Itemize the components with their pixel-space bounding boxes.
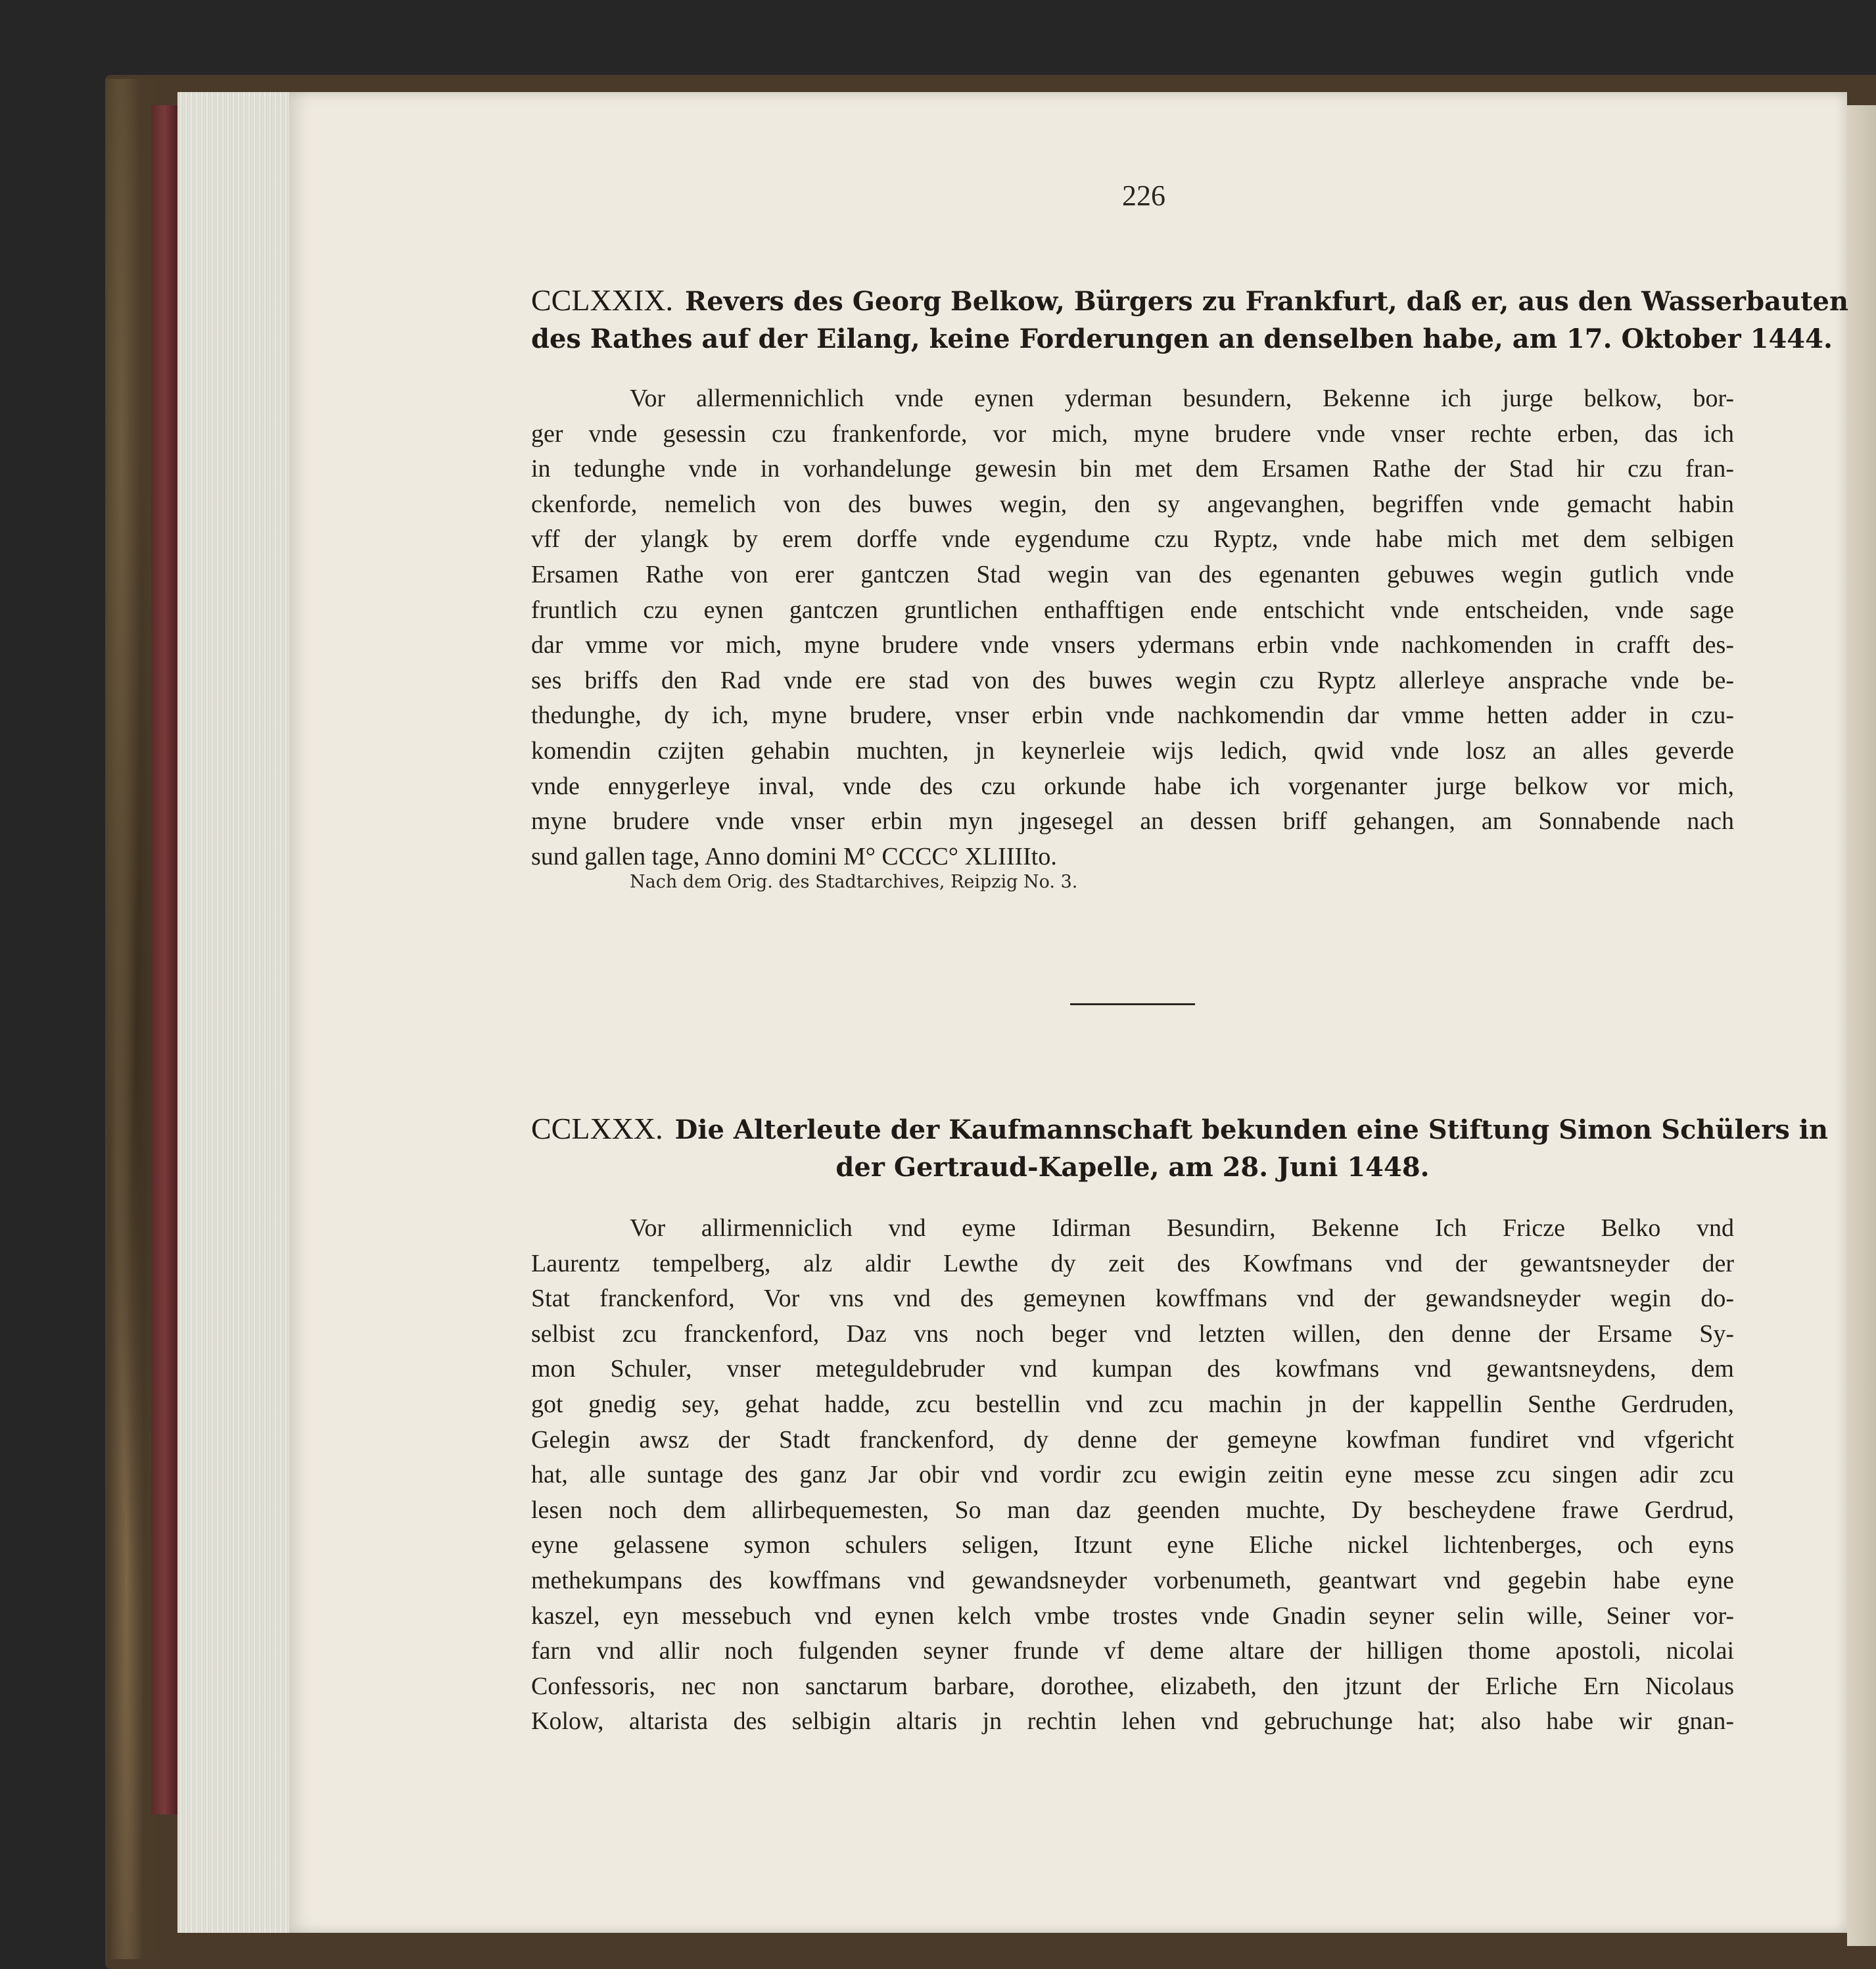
source-note: Nach dem Orig. des Stadtarchives, Reipzig No. 3. — [630, 872, 1078, 892]
body-2-line: methekumpans des kowffmans vnd gewandsneyder vorbenumeth, geantwart vnd gegebin habe eyne — [531, 1566, 1734, 1594]
heading-2-numeral: CCLXXX. — [531, 1112, 663, 1145]
page-number: 226 — [1122, 179, 1165, 212]
body-2-line: eyne gelassene symon schulers seligen, Itzunt eyne Eliche nickel lichtenberges, och eyns — [531, 1531, 1734, 1559]
body-1-line: dar vmme vor mich, myne brudere vnde vnsers ydermans erbin vnde nachkomenden in crafft des- — [531, 631, 1734, 659]
body-1-line: in tedunghe vnde in vorhandelunge gewesin bin met dem Ersamen Rathe der Stad hir czu fran- — [531, 455, 1734, 483]
body-2-line: Confessoris, nec non sanctarum barbare, dorothee, elizabeth, den jtzunt der Erliche Ern Nicolaus — [531, 1672, 1734, 1700]
heading-2-line-2: der Gertraud-Kapelle, am 28. Juni 1448. — [835, 1152, 1430, 1183]
spine-label — [151, 105, 177, 1815]
body-2-line: lesen noch dem allirbequemesten, So man daz geenden muchte, Dy bescheydene frawe Gerdrud, — [531, 1496, 1734, 1524]
heading-2-line-1 — [531, 1110, 1829, 1149]
body-2-line: Laurentz tempelberg, alz aldir Lewthe dy zeit des Kowfmans vnd der gewantsneyder der — [531, 1249, 1734, 1277]
heading-1-line-1 — [531, 281, 1849, 320]
document-heading-2 — [531, 1110, 1829, 1186]
body-1-line: Vor allermennichlich vnde eynen yderman besundern, Bekenne ich jurge belkow, bor- — [630, 385, 1734, 412]
body-1-line: ses briffs den Rad vnde ere stad von des buwes wegin czu Ryptz allerleye ansprache vnde be- — [531, 666, 1734, 694]
body-1-line: thedunghe, dy ich, myne brudere, vnser erbin vnde nachkomendin dar vmme hetten adder in czu- — [531, 701, 1734, 730]
body-2-line: mon Schuler, vnser meteguldebruder vnd kumpan des kowfmans vnd gewantsneydens, dem — [531, 1355, 1734, 1383]
document-heading-1 — [531, 281, 1849, 358]
body-2-line: got gnedig sey, gehat hadde, zcu bestellin vnd zcu machin jn der kappellin Senthe Gerdruden, — [531, 1390, 1734, 1418]
body-1-line: ckenforde, nemelich von des buwes wegin, den sy angevanghen, begriffen vnde gemacht habin — [531, 490, 1734, 518]
body-1-line: vnde ennygerleye inval, vnde des czu orkunde habe ich vorgenanter jurge belkow vor mich, — [531, 772, 1734, 800]
page-edges — [177, 92, 289, 1933]
heading-2-title: Die Alterleute der Kaufmannschaft bekunden eine Stiftung Simon Schülers in — [674, 1114, 1829, 1145]
body-2-line: farn vnd allir noch fulgenden seyner frunde vf deme altare der hilligen thome apostoli, nicolai — [531, 1637, 1734, 1665]
heading-1-line-2: des Rathes auf der Eilang, keine Forderungen an denselben habe, am 17. Oktober 1444. — [531, 323, 1833, 354]
heading-1-numeral: CCLXXIX. — [531, 283, 673, 317]
body-2-line: kaszel, eyn messebuch vnd eynen kelch vmbe trostes vnde Gnadin seyner selin wille, Seiner vor- — [531, 1601, 1734, 1630]
body-2-line: Stat franckenford, Vor vns vnd des gemeynen kowffmans vnd der gewandsneyder wegin do- — [531, 1285, 1734, 1313]
body-2-line: Gelegin awsz der Stadt franckenford, dy denne der gemeyne kowfman fundiret vnd vfgericht — [531, 1425, 1734, 1454]
marbled-cover — [105, 79, 158, 1959]
body-1-line: vff der ylangk by erem dorffe vnde eygendume czu Ryptz, vnde habe mich met dem selbigen — [531, 525, 1734, 554]
body-1-line: Ersamen Rathe von erer gantczen Stad wegin van des egenanten gebuwes wegin gutlich vnde — [531, 560, 1734, 588]
body-1-line: komendin czijten gehabin muchten, jn keynerleie wijs ledich, qwid vnde losz an alles geverde — [531, 736, 1734, 765]
heading-1-title: Revers des Georg Belkow, Bürgers zu Frankfurt, daß er, aus den Wasserbauten — [684, 286, 1849, 317]
body-1-line: myne brudere vnde vnser erbin myn jngesegel an dessen briff gehangen, am Sonnabende nach — [531, 807, 1734, 836]
facing-page-edge — [1847, 105, 1876, 1946]
body-1-line: sund gallen tage, Anno domini M° CCCC° XLIIIIto. — [531, 842, 1057, 870]
document-body-1 — [531, 381, 1734, 874]
section-divider — [1070, 1003, 1195, 1005]
body-1-line: fruntlich czu eynen gantczen gruntlichen enthafftigen ende entschicht vnde entscheiden, vnde sage — [531, 596, 1734, 624]
document-body-2 — [531, 1211, 1734, 1740]
body-2-line: Kolow, altarista des selbigin altaris jn rechtin lehen vnd gebruchunge hat; also habe wir gnan- — [531, 1707, 1734, 1736]
body-2-line: selbist zcu franckenford, Daz vns noch beger vnd letzten willen, den denne der Ersame Sy- — [531, 1319, 1734, 1348]
body-1-line: ger vnde gesessin czu frankenforde, vor mich, myne brudere vnde vnser rechte erben, das ich — [531, 419, 1734, 448]
body-2-line: hat, alle suntage des ganz Jar obir vnd vordir zcu ewigin zeitin eyne messe zcu singen adir zcu — [531, 1461, 1734, 1489]
body-2-line: Vor allirmenniclich vnd eyme Idirman Besundirn, Bekenne Ich Fricze Belko vnd — [630, 1214, 1734, 1242]
